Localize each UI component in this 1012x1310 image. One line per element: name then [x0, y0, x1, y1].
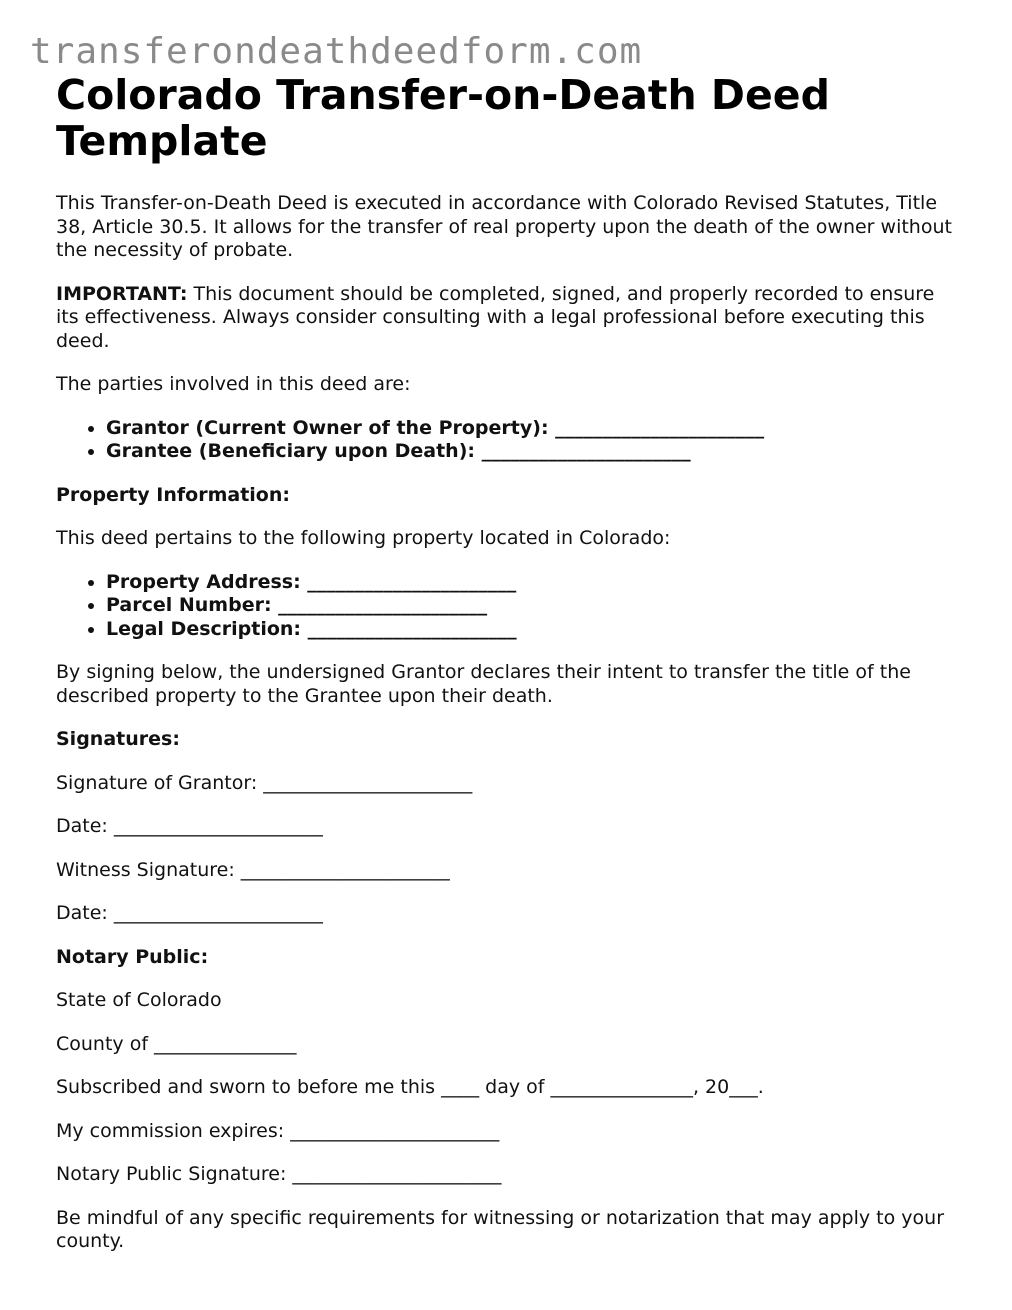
party-grantor: • Grantor (Current Owner of the Property): ______________________: [106, 417, 956, 441]
notary-county-line: County of _______________: [56, 1032, 297, 1055]
property-heading: Property Information:: [56, 483, 290, 506]
property-fields-list: [56, 571, 956, 642]
site-watermark: transferondeathdeedform.com: [30, 31, 643, 72]
grantor-signature-line: Signature of Grantor: ______________________: [56, 771, 473, 794]
property-intro: This deed pertains to the following property located in Colorado:: [56, 527, 671, 549]
important-notice: [56, 283, 956, 354]
witness-signature-line: Witness Signature: ______________________: [56, 858, 450, 881]
parties-list: [56, 417, 956, 464]
notary-state-line: State of Colorado: [56, 989, 222, 1011]
witness-date-line: Date: ______________________: [56, 902, 323, 924]
signatures-heading: Signatures:: [56, 728, 180, 750]
important-label: IMPORTANT:: [56, 282, 188, 305]
closing-paragraph: Be mindful of any specific requirements for witnessing or notarization that may apply to your county.: [56, 1206, 945, 1252]
intro-paragraph: This Transfer-on-Death Deed is executed in accordance with Colorado Revised Statutes, Title 38, Article 30.5. It allows for the transfer of real property upon the death of the owner without the necessity of probate.: [56, 192, 952, 261]
document-title: Colorado Transfer-on-Death Deed Template: [56, 71, 830, 165]
notary-signature-line: Notary Public Signature: ______________________: [56, 1163, 502, 1185]
grantor-date-line: Date: ______________________: [56, 815, 323, 837]
important-text: This document should be completed, signed, and properly recorded to ensure its effectiveness. Always consider consulting with a legal professional before executing this deed.: [56, 282, 935, 352]
notary-heading: Notary Public:: [56, 945, 209, 968]
party-grantee: • Grantee (Beneficiary upon Death): ______________________: [106, 440, 956, 464]
declaration-paragraph: By signing below, the undersigned Grantor declares their intent to transfer the title of the described property to the Grantee upon their death.: [56, 661, 911, 707]
legal-description-field: • Legal Description: ______________________: [106, 618, 956, 642]
property-address-field: • Property Address: ______________________: [106, 571, 956, 595]
notary-sworn-line: Subscribed and sworn to before me this ____ day of _______________, 20___.: [56, 1076, 764, 1098]
parcel-number-field: • Parcel Number: ______________________: [106, 594, 956, 618]
document-body: [56, 72, 956, 1274]
parties-intro: The parties involved in this deed are:: [56, 373, 411, 395]
notary-commission-line: My commission expires: ______________________: [56, 1119, 500, 1142]
